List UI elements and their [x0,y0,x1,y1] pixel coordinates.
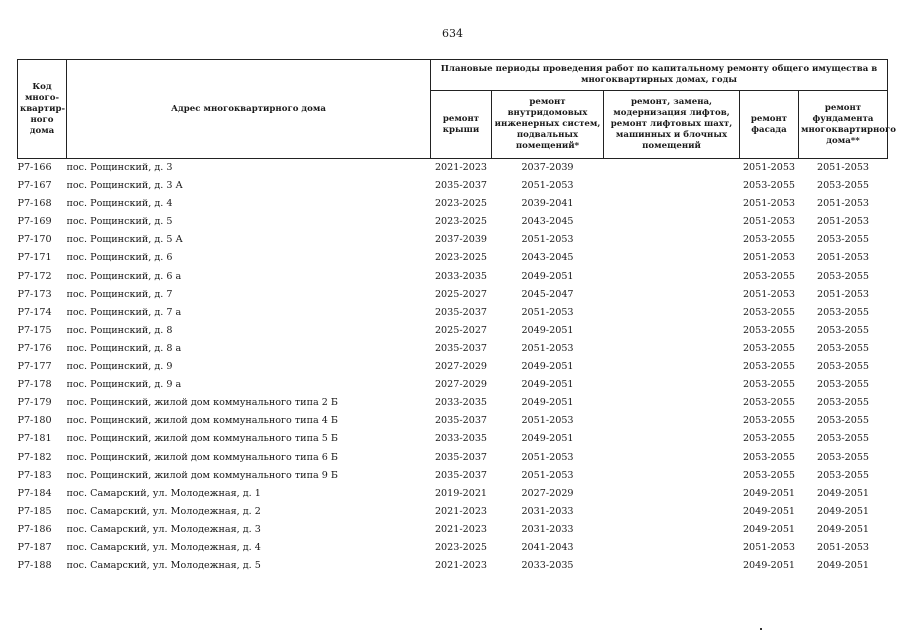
row-foundation: 2053-2055 [816,379,870,391]
row-facade: 2049-2051 [742,560,796,572]
row-foundation: 2053-2055 [816,451,870,463]
row-lifts [604,412,740,430]
row-address: пос. Рощинский, жилой дом коммунального типа 9 Б [66,469,338,481]
row-code: Р7-170 [17,234,52,246]
row-facade: 2053-2055 [742,415,796,427]
row-lifts [604,231,740,249]
scan-dot [760,628,762,630]
row-address: пос. Рощинский, жилой дом коммунального типа 5 Б [66,433,338,445]
row-systems: 2049-2051 [521,433,574,445]
row-foundation: 2051-2053 [816,198,870,210]
capital-repair-table [17,59,896,575]
row-lifts [604,358,740,376]
table-row [18,394,888,412]
row-code: Р7-182 [17,451,52,463]
row-systems: 2051-2053 [521,415,574,427]
row-address: пос. Рощинский, д. 3 [66,162,173,173]
row-code: Р7-184 [17,487,52,499]
row-lifts [604,177,740,195]
row-facade: 2053-2055 [742,397,796,409]
row-roof: 2025-2027 [434,324,488,336]
row-systems: 2051-2053 [521,234,574,246]
row-systems: 2049-2051 [521,270,574,282]
row-foundation: 2051-2053 [816,541,870,553]
row-systems: 2037-2039 [521,162,574,173]
table-row [18,376,888,394]
row-systems: 2051-2053 [521,451,574,463]
row-facade: 2053-2055 [742,361,796,373]
row-roof: 2027-2029 [434,379,488,391]
row-address: пос. Рощинский, жилой дом коммунального типа 6 Б [66,451,338,463]
row-systems: 2049-2051 [521,379,574,391]
row-roof: 2025-2027 [434,288,488,300]
row-roof: 2023-2025 [434,252,488,264]
row-roof: 2035-2037 [434,415,488,427]
row-address: пос. Рощинский, д. 6 а [66,270,182,282]
row-foundation: 2053-2055 [816,306,870,318]
header-systems: ремонт внутридомовых инженерных систем, подвальных помещений* [492,91,604,159]
row-foundation: 2053-2055 [816,415,870,427]
row-lifts [604,268,740,286]
row-code: Р7-167 [17,180,52,192]
row-facade: 2053-2055 [742,324,796,336]
row-lifts [604,159,740,178]
row-lifts [604,503,740,521]
row-roof: 2035-2037 [434,306,488,318]
row-systems: 2043-2045 [521,252,574,264]
row-address: пос. Рощинский, д. 5 [66,216,173,228]
row-code: Р7-185 [17,505,52,517]
row-address: пос. Рощинский, д. 4 [66,198,173,210]
row-foundation: 2053-2055 [816,270,870,282]
header-address: Адрес многоквартирного дома [67,60,431,159]
table-row [18,159,888,178]
header-foundation: ремонт фундамента многоквартирного дома** [799,91,888,159]
table-row [18,249,888,267]
row-lifts [604,195,740,213]
row-code: Р7-179 [17,397,52,409]
row-systems: 2051-2053 [521,180,574,192]
row-facade: 2051-2053 [742,288,796,300]
row-address: пос. Рощинский, жилой дом коммунального типа 4 Б [66,415,338,427]
row-facade: 2053-2055 [742,180,796,192]
row-code: Р7-178 [17,379,52,391]
row-roof: 2035-2037 [434,451,488,463]
table-row [18,322,888,340]
row-lifts [604,430,740,448]
row-roof: 2021-2023 [434,505,488,517]
row-code: Р7-181 [17,433,52,445]
table-row [18,539,888,557]
row-roof: 2021-2023 [434,162,488,173]
row-facade: 2051-2053 [742,198,796,210]
row-lifts [604,485,740,503]
row-code: Р7-175 [17,324,52,336]
row-roof: 2033-2035 [434,397,488,409]
row-facade: 2051-2053 [742,216,796,228]
row-address: пос. Рощинский, д. 6 [66,252,173,264]
row-facade: 2053-2055 [742,342,796,354]
row-systems: 2031-2033 [521,523,574,535]
row-foundation: 2051-2053 [816,162,870,173]
row-lifts [604,539,740,557]
row-address: пос. Рощинский, д. 9 а [66,379,182,391]
row-address: пос. Рощинский, д. 8 [66,324,173,336]
row-foundation: 2049-2051 [816,560,870,572]
table-row [18,412,888,430]
row-lifts [604,304,740,322]
row-roof: 2027-2029 [434,361,488,373]
row-address: пос. Самарский, ул. Молодежная, д. 5 [66,560,261,572]
row-systems: 2051-2053 [521,342,574,354]
row-foundation: 2053-2055 [816,234,870,246]
row-roof: 2037-2039 [434,234,488,246]
row-lifts [604,521,740,539]
table-row [18,304,888,322]
row-address: пос. Рощинский, д. 8 а [66,342,182,354]
row-systems: 2039-2041 [521,198,574,210]
row-facade: 2051-2053 [742,252,796,264]
table-row [18,286,888,304]
row-foundation: 2053-2055 [816,324,870,336]
row-facade: 2051-2053 [742,541,796,553]
row-foundation: 2053-2055 [816,342,870,354]
row-code: Р7-183 [17,469,52,481]
row-lifts [604,286,740,304]
row-lifts [604,557,740,575]
table-row [18,231,888,249]
row-lifts [604,467,740,485]
row-code: Р7-168 [17,198,52,210]
row-code: Р7-180 [17,415,52,427]
row-code: Р7-188 [17,560,52,572]
row-systems: 2027-2029 [521,487,574,499]
row-address: пос. Рощинский, д. 7 а [66,306,182,318]
table-row [18,485,888,503]
header-facade: ремонт фасада [740,91,799,159]
page-number: 634 [442,27,463,40]
row-address: пос. Рощинский, жилой дом коммунального типа 2 Б [66,397,338,409]
row-systems: 2033-2035 [521,560,574,572]
row-systems: 2031-2033 [521,505,574,517]
row-roof: 2023-2025 [434,216,488,228]
row-systems: 2051-2053 [521,306,574,318]
row-lifts [604,322,740,340]
table-row [18,340,888,358]
row-lifts [604,376,740,394]
row-address: пос. Самарский, ул. Молодежная, д. 4 [66,541,261,553]
row-facade: 2053-2055 [742,234,796,246]
table-row [18,503,888,521]
row-facade: 2051-2053 [742,162,796,173]
row-facade: 2053-2055 [742,451,796,463]
header-roof: ремонт крыши [431,91,492,159]
row-roof: 2021-2023 [434,560,488,572]
table-row [18,521,888,539]
row-systems: 2045-2047 [521,288,574,300]
row-code: Р7-177 [17,361,52,373]
row-foundation: 2053-2055 [816,469,870,481]
row-address: пос. Рощинский, д. 5 А [66,234,183,246]
header-planned-periods: Плановые периоды проведения работ по капитальному ремонту общего имущества в многоквартирных домах, годы [431,60,888,91]
row-foundation: 2049-2051 [816,505,870,517]
row-facade: 2053-2055 [742,469,796,481]
row-foundation: 2053-2055 [816,180,870,192]
row-roof: 2035-2037 [434,342,488,354]
row-systems: 2049-2051 [521,361,574,373]
row-facade: 2049-2051 [742,523,796,535]
table-row [18,557,888,575]
row-code: Р7-173 [17,288,52,300]
row-address: пос. Самарский, ул. Молодежная, д. 1 [66,487,261,499]
row-foundation: 2049-2051 [816,487,870,499]
row-lifts [604,394,740,412]
row-foundation: 2053-2055 [816,361,870,373]
row-foundation: 2051-2053 [816,216,870,228]
row-address: пос. Рощинский, д. 3 А [66,180,183,192]
row-code: Р7-187 [17,541,52,553]
row-address: пос. Рощинский, д. 9 [66,361,173,373]
table-row [18,195,888,213]
row-lifts [604,249,740,267]
row-code: Р7-166 [17,162,52,173]
table-row [18,268,888,286]
row-roof: 2033-2035 [434,270,488,282]
row-roof: 2021-2023 [434,523,488,535]
row-facade: 2049-2051 [742,487,796,499]
row-facade: 2049-2051 [742,505,796,517]
row-roof: 2035-2037 [434,180,488,192]
row-code: Р7-174 [17,306,52,318]
row-foundation: 2049-2051 [816,523,870,535]
row-facade: 2053-2055 [742,379,796,391]
row-systems: 2051-2053 [521,469,574,481]
row-foundation: 2053-2055 [816,433,870,445]
table-row [18,467,888,485]
row-roof: 2033-2035 [434,433,488,445]
row-systems: 2049-2051 [521,324,574,336]
table-row [18,213,888,231]
table-row [18,449,888,467]
row-code: Р7-172 [17,270,52,282]
row-systems: 2049-2051 [521,397,574,409]
row-lifts [604,213,740,231]
row-code: Р7-171 [17,252,52,264]
row-address: пос. Рощинский, д. 7 [66,288,173,300]
row-roof: 2023-2025 [434,541,488,553]
row-facade: 2053-2055 [742,306,796,318]
row-foundation: 2053-2055 [816,397,870,409]
row-foundation: 2051-2053 [816,288,870,300]
table-row [18,177,888,195]
row-systems: 2041-2043 [521,541,574,553]
row-lifts [604,449,740,467]
row-code: Р7-176 [17,342,52,354]
header-lifts: ремонт, замена, модернизация лифтов, ремонт лифтовых шахт, машинных и блочных помещений [604,91,740,159]
row-foundation: 2051-2053 [816,252,870,264]
row-systems: 2043-2045 [521,216,574,228]
row-facade: 2053-2055 [742,433,796,445]
row-lifts [604,340,740,358]
row-address: пос. Самарский, ул. Молодежная, д. 3 [66,523,261,535]
row-facade: 2053-2055 [742,270,796,282]
row-address: пос. Самарский, ул. Молодежная, д. 2 [66,505,261,517]
row-roof: 2035-2037 [434,469,488,481]
row-code: Р7-186 [17,523,52,535]
table-body [18,159,888,576]
header-code: Код много-квартир-ного дома [18,60,67,159]
row-code: Р7-169 [17,216,52,228]
table-row [18,430,888,448]
row-roof: 2023-2025 [434,198,488,210]
row-roof: 2019-2021 [434,487,488,499]
table-row [18,358,888,376]
